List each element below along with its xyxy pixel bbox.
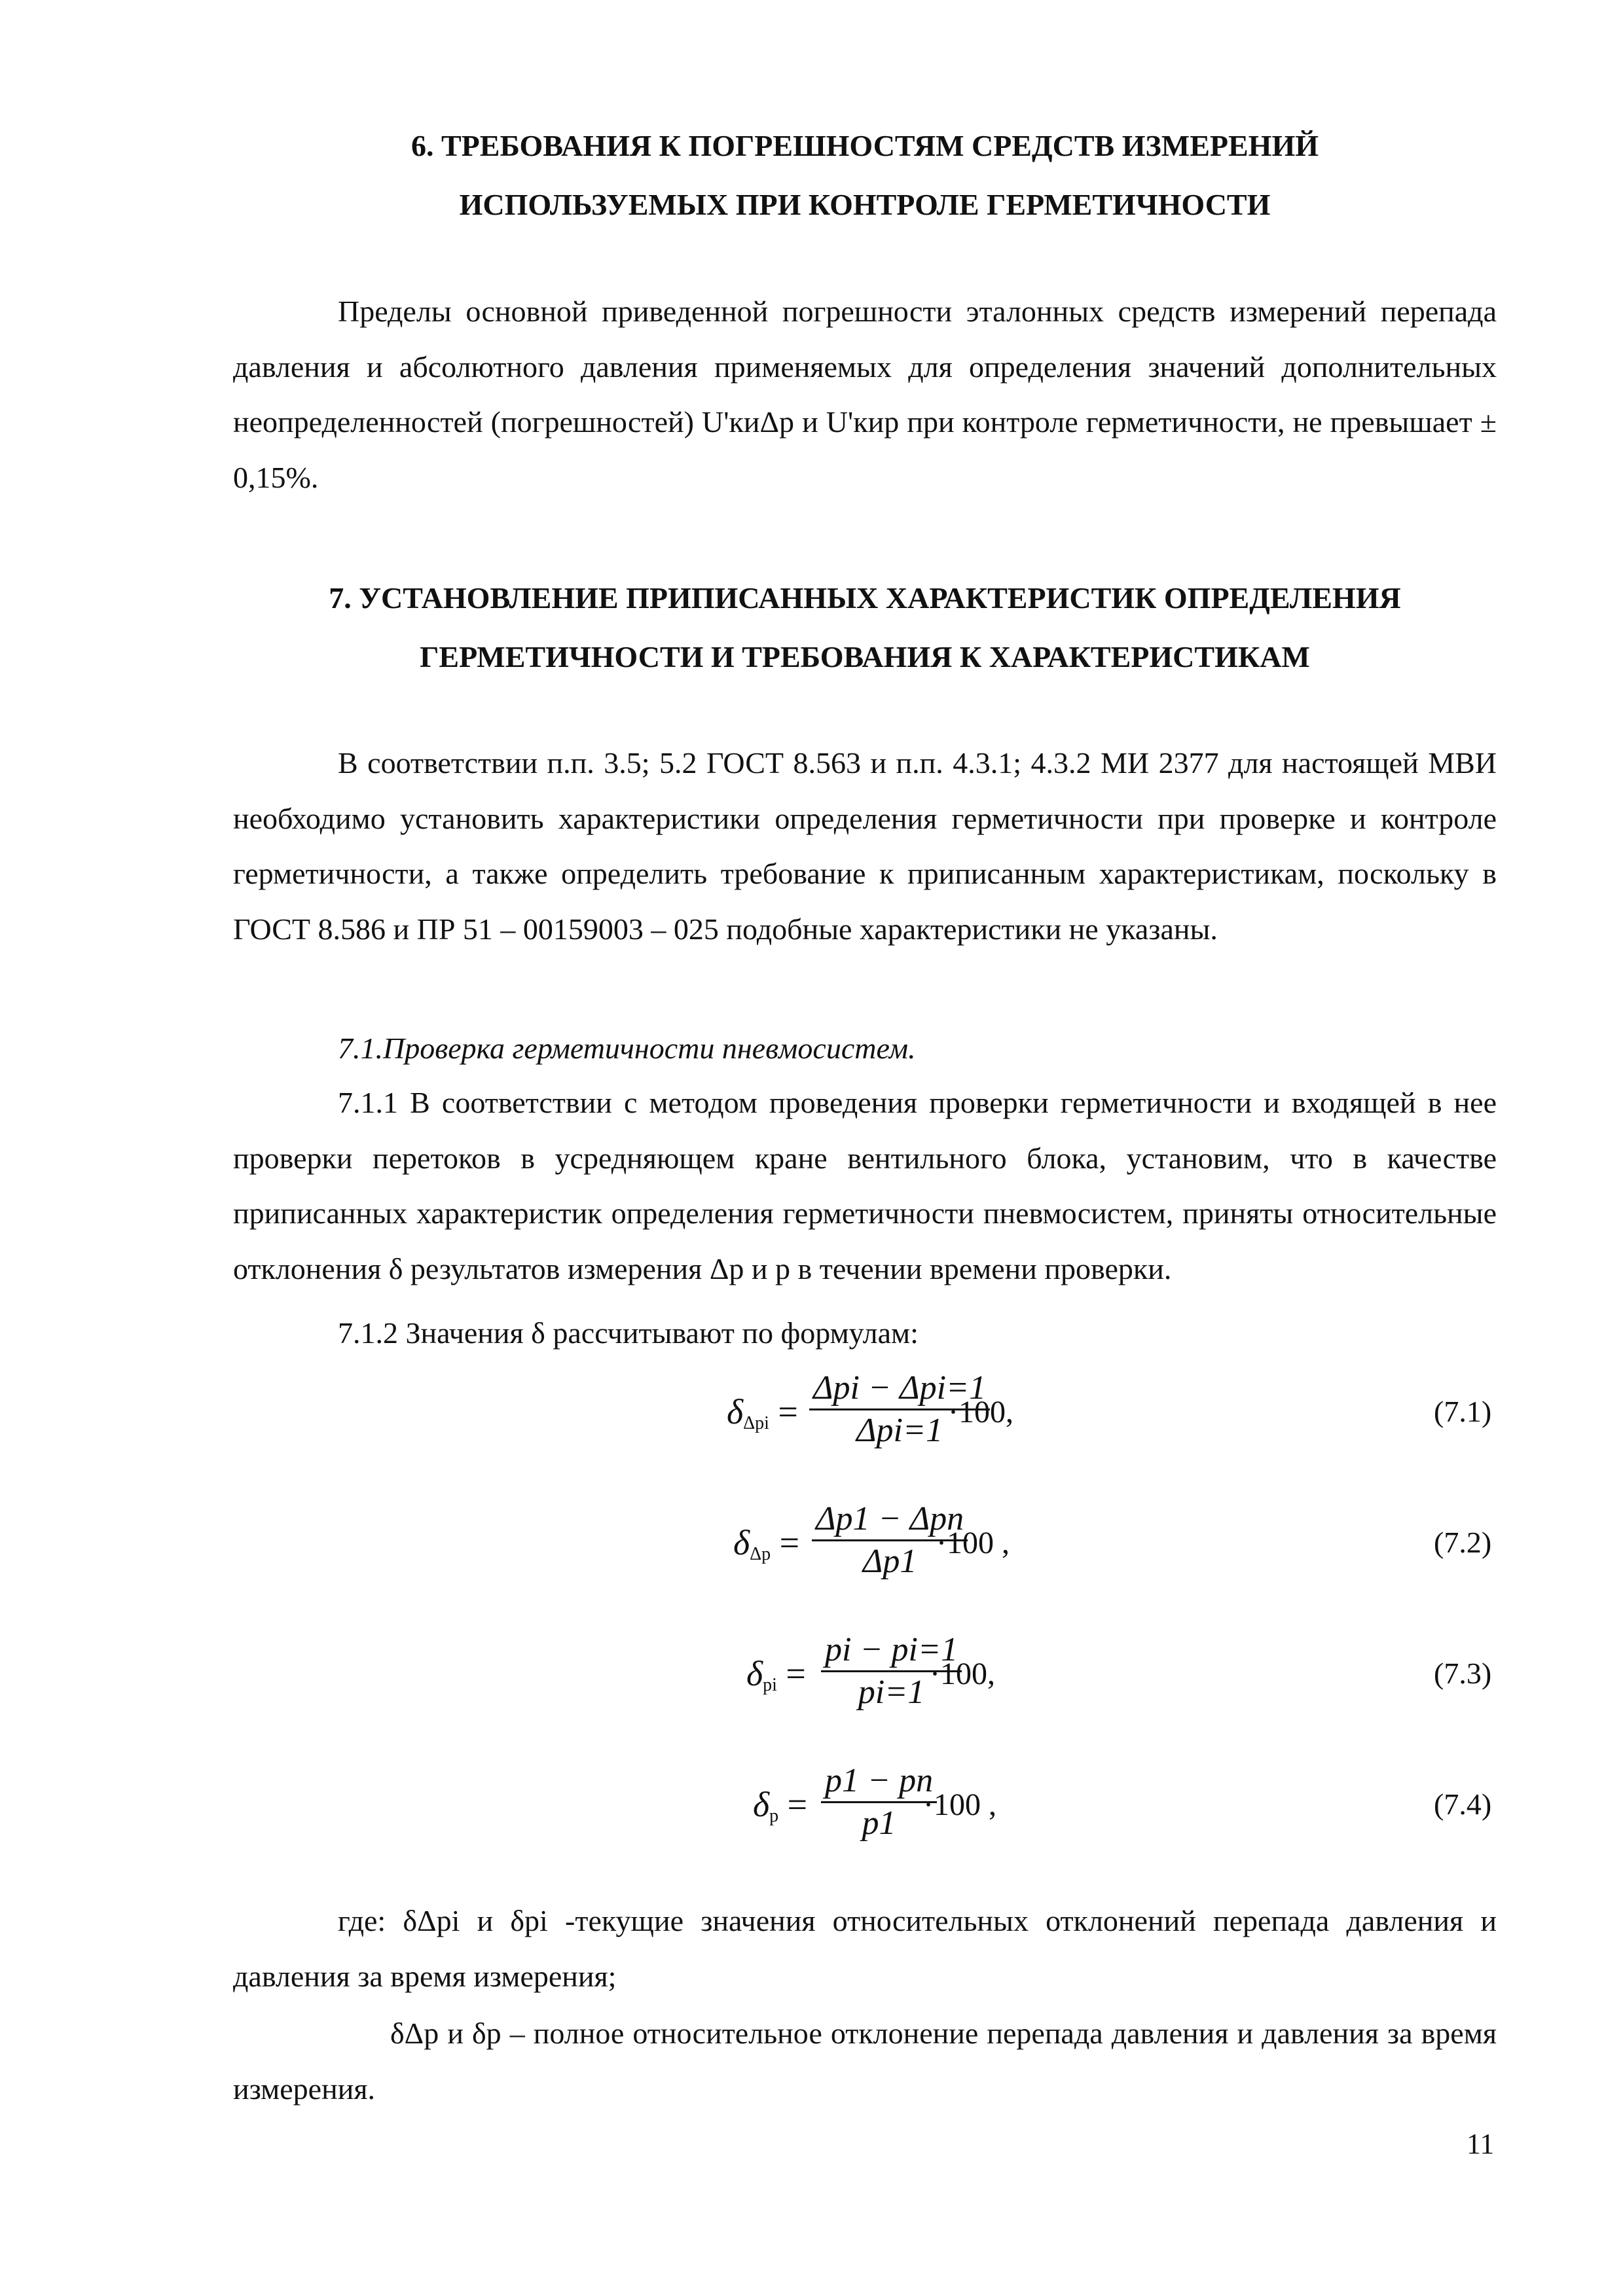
section-6-title-line2: ИСПОЛЬЗУЕМЫХ ПРИ КОНТРОЛЕ ГЕРМЕТИЧНОСТИ [459, 188, 1271, 221]
formula-7-4-number: (7.4) [1434, 1787, 1492, 1821]
section-7-title-line1: 7. УСТАНОВЛЕНИЕ ПРИПИСАННЫХ ХАРАКТЕРИСТИК ОПРЕДЕЛЕНИЯ [329, 581, 1401, 615]
subsection-7-1-title: 7.1.Проверка герметичности пневмосистем. [338, 1031, 916, 1065]
formula-7-2-lhs: $\delta_{\Delta p}$ = [733, 1523, 800, 1564]
section-7-title-line2: ГЕРМЕТИЧНОСТИ И ТРЕБОВАНИЯ К ХАРАКТЕРИСТИКАМ [420, 640, 1310, 673]
formula-7-1-number: (7.1) [1434, 1395, 1492, 1428]
formula-7-3-tail: ·100, [930, 1657, 995, 1691]
section-7-title [233, 569, 1497, 687]
section-7-paragraph-1: В соответствии п.п. 3.5; 5.2 ГОСТ 8.563 и п.п. 4.3.1; 4.3.2 МИ 2377 для настоящей МВИ необходимо установить характеристики определения герметичности при проверке и контроле герметичности, а также определить требование к приписанным характеристикам, поскольку в ГОСТ 8.586 и ПР 51 – 00159003 – 025 подобные характеристики не указаны. [233, 746, 1497, 946]
formula-7-2 [0, 1499, 1623, 1590]
section-6-title-line1: 6. ТРЕБОВАНИЯ К ПОГРЕШНОСТЯМ СРЕДСТВ ИЗМЕРЕНИЙ [410, 129, 1319, 162]
paragraph-7-1-2: 7.1.2 Значения δ рассчитывают по формулам: [338, 1316, 919, 1350]
page-number: 11 [1467, 2128, 1495, 2160]
formula-7-3-numerator: pi − pi=1 [821, 1630, 962, 1672]
formula-7-4-fraction [821, 1761, 937, 1844]
formula-7-1-denominator: Δpi=1 [856, 1412, 943, 1449]
formula-7-1-lhs: $\delta_{\Delta pi}$ = [727, 1392, 798, 1433]
formula-7-4-tail: ·100 , [923, 1787, 996, 1822]
formula-7-3 [0, 1630, 1623, 1721]
formula-7-2-denominator: Δp1 [862, 1543, 917, 1580]
section-6-paragraph: Пределы основной приведенной погрешности эталонных средств измерений перепада давления и абсолютного давления применяемых для определения значений дополнительных неопределенностей (погрешностей) U'киΔр и U'кир при контроле герметичности, не превышает ± 0,15%. [233, 295, 1497, 494]
formula-7-4-denominator: p1 [862, 1804, 896, 1842]
section-6-title [233, 117, 1497, 234]
formula-7-3-lhs: $\delta_{pi}$ = [746, 1654, 806, 1695]
formula-7-1 [0, 1368, 1623, 1460]
formula-7-3-denominator: pi=1 [858, 1674, 925, 1711]
formula-7-1-tail: ·100, [948, 1395, 1013, 1429]
formula-7-1-numerator: Δpi − Δpi=1 [809, 1368, 990, 1410]
formula-7-4-lhs: $\delta_p$ = [753, 1785, 808, 1826]
formula-7-4-numerator: p1 − pn [821, 1761, 937, 1803]
formula-7-2-numerator: Δp1 − Δpn [812, 1499, 968, 1541]
formula-7-3-number: (7.3) [1434, 1657, 1492, 1690]
paragraph-7-1-1: 7.1.1 В соответствии с методом проведения проверки герметичности и входящей в нее проверки перетоков в усредняющем кране вентильного блока, установим, что в качестве приписанных характеристик определения герметичности пневмосистем, приняты относительные отклонения δ результатов измерения Δр и р в течении времени проверки. [233, 1086, 1497, 1285]
formula-7-2-number: (7.2) [1434, 1526, 1492, 1559]
formula-7-4 [0, 1761, 1623, 1852]
where-definitions-2: δΔp и δp – полное относительное отклонение перепада давления и давления за время измерения. [233, 2017, 1497, 2106]
formula-7-2-tail: ·100 , [936, 1526, 1010, 1560]
where-definitions-1: где: δΔpi и δpi -текущие значения относительных отклонений перепада давления и давления за время измерения; [233, 1904, 1497, 1993]
